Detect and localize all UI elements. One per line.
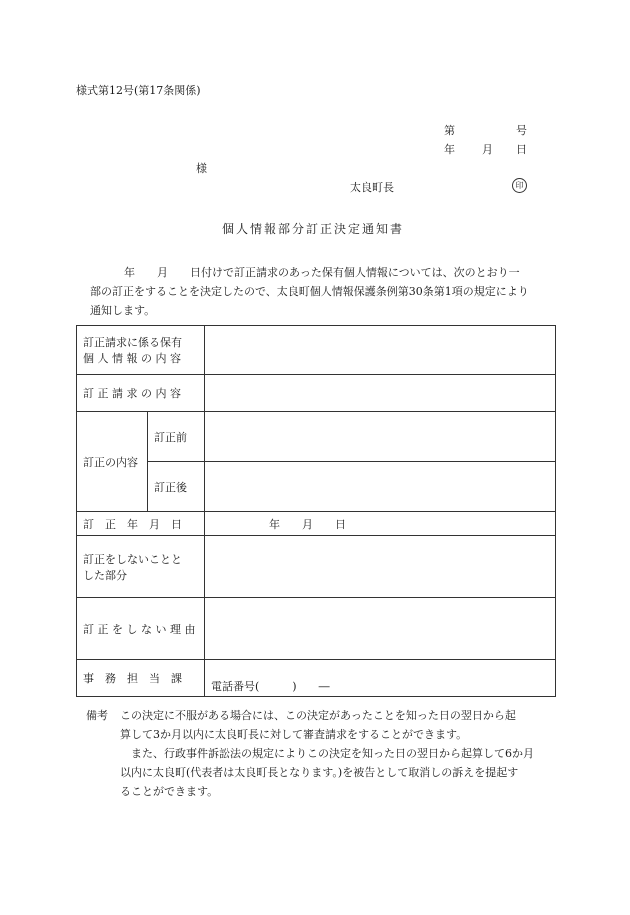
seal-mark: 印: [512, 178, 527, 193]
label-line: 訂正請求に係る保有: [83, 336, 182, 349]
table-row: [77, 598, 556, 660]
label-line: した部分: [83, 568, 127, 582]
document-title: 個人情報部分訂正決定通知書: [222, 222, 405, 236]
notes-heading: 備考: [86, 709, 108, 722]
official-seal: [512, 178, 527, 193]
label-non-correction-reason: 訂 正 を し な い 理 由: [77, 598, 205, 660]
label-personal-info: [77, 326, 205, 375]
notes-line-2: 算して3か月以内に太良町長に対して審査請求をすることができます。: [120, 728, 468, 741]
value-request-content: [205, 375, 556, 412]
label-department: 事 務 担 当 課: [77, 660, 205, 697]
sender-name: 太良町長: [350, 181, 394, 194]
intro-paragraph: [70, 263, 560, 320]
table-row: [77, 512, 556, 536]
recipient-suffix: 様: [196, 162, 207, 175]
form-number: 様式第12号(第17条関係): [76, 84, 201, 97]
value-non-correction-reason: [205, 598, 556, 660]
value-correction-date: 年 月 日: [205, 512, 556, 536]
value-after-correction: [205, 462, 556, 512]
notes-section: [86, 706, 562, 801]
label-uncorrected-part: [77, 536, 205, 598]
date-month: 月: [482, 143, 493, 156]
label-line: 個 人 情 報 の 内 容: [83, 352, 181, 365]
notes-line-4: 以内に太良町(代表者は太良町長となります。)を被告として取消しの訴えを提起す: [120, 766, 519, 779]
notes-line-1: この決定に不服がある場合には、この決定があったことを知った日の翌日から起: [120, 709, 516, 722]
value-uncorrected-part: [205, 536, 556, 598]
table-row: [77, 375, 556, 412]
label-line: 訂正をしないことと: [83, 552, 182, 566]
table-row: [77, 660, 556, 697]
document-number-suffix: 号: [516, 124, 527, 137]
date-year: 年: [444, 143, 455, 156]
table-row: [77, 412, 556, 462]
table-row: [77, 536, 556, 598]
value-before-correction: [205, 412, 556, 462]
label-request-content: 訂 正 請 求 の 内 容: [77, 375, 205, 412]
intro-line-1: 年 月 日付けで訂正請求のあった保有個人情報については、次のとおり一: [124, 266, 520, 279]
value-phone-number: 電話番号( ) ―: [205, 660, 556, 697]
decision-table: [76, 325, 556, 697]
table-row: [77, 326, 556, 375]
label-correction-content: 訂正の内容: [77, 412, 148, 512]
value-personal-info: [205, 326, 556, 375]
label-before-correction: 訂正前: [148, 412, 205, 462]
document-number-prefix: 第: [444, 124, 455, 137]
intro-line-3: 通知します。: [90, 304, 156, 317]
intro-line-2: 部の訂正をすることを決定したので、太良町個人情報保護条例第30条第1項の規定により: [90, 285, 529, 298]
label-after-correction: 訂正後: [148, 462, 205, 512]
label-correction-date: 訂 正 年 月 日: [77, 512, 205, 536]
notes-line-5: ることができます。: [120, 785, 219, 798]
table-row: [77, 462, 556, 512]
date-day: 日: [516, 143, 527, 156]
notes-line-3: また、行政事件訴訟法の規定によりこの決定を知った日の翌日から起算して6か月: [131, 747, 534, 760]
